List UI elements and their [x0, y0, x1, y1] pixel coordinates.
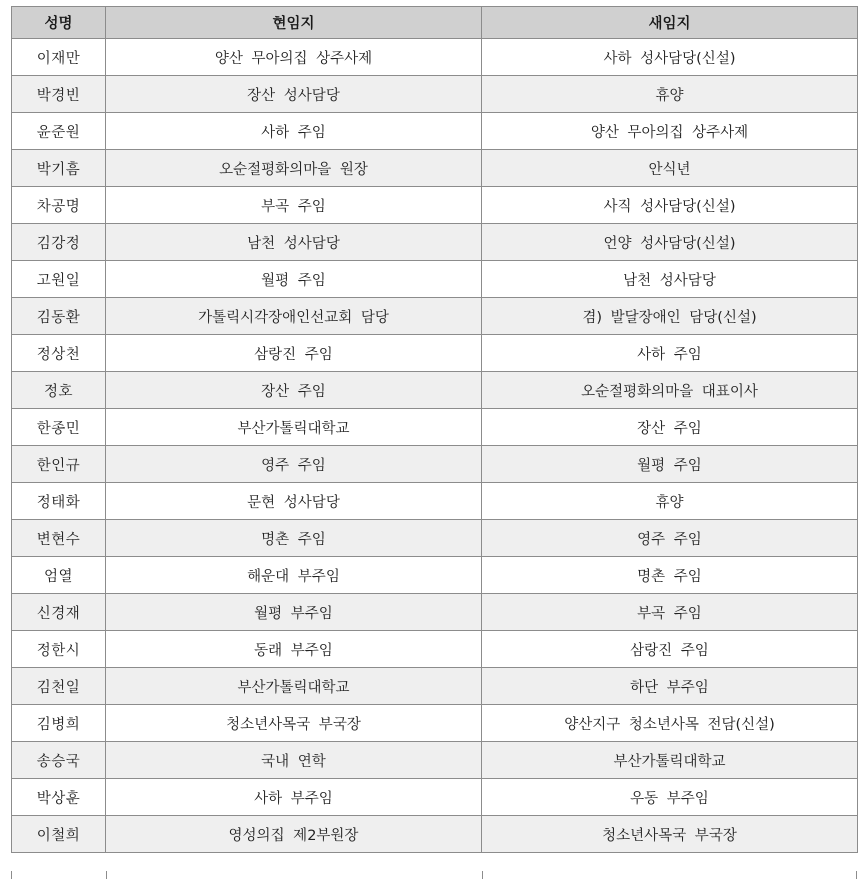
table-row — [12, 446, 858, 483]
cell-new-post: 겸) 발달장애인 담당(신설) — [482, 298, 858, 335]
cell-new-post: 장산 주임 — [482, 409, 858, 446]
cell-new-post: 부곡 주임 — [482, 594, 858, 631]
cell-new-post: 휴양 — [482, 76, 858, 113]
cell-new-post: 오순절평화의마을 대표이사 — [482, 372, 858, 409]
cell-current-post: 남천 성사담당 — [106, 224, 482, 261]
cell-new-post: 언양 성사담당(신설) — [482, 224, 858, 261]
cell-current-post: 영주 주임 — [106, 446, 482, 483]
cell-current-post: 문현 성사담당 — [106, 483, 482, 520]
table-row — [12, 261, 858, 298]
header-current-post: 현임지 — [106, 7, 482, 39]
cell-current-post: 월평 주임 — [106, 261, 482, 298]
table-row — [12, 298, 858, 335]
cell-current-post: 장산 주임 — [106, 372, 482, 409]
cell-current-post: 양산 무아의집 상주사제 — [106, 39, 482, 76]
cell-name: 정상천 — [12, 335, 106, 372]
cell-new-post: 부산가톨릭대학교 — [482, 742, 858, 779]
cell-current-post: 동래 부주임 — [106, 631, 482, 668]
cell-current-post: 사하 주임 — [106, 113, 482, 150]
table-row — [12, 76, 858, 113]
cell-current-post: 부산가톨릭대학교 — [106, 668, 482, 705]
cell-name: 이철희 — [12, 816, 106, 853]
table-row — [12, 631, 858, 668]
table-row — [12, 150, 858, 187]
cell-new-post: 영주 주임 — [482, 520, 858, 557]
cell-new-post: 양산지구 청소년사목 전담(신설) — [482, 705, 858, 742]
appointments-table — [11, 6, 858, 853]
cell-current-post: 청소년사목국 부국장 — [106, 705, 482, 742]
table-header-row — [12, 7, 858, 39]
table-row — [12, 372, 858, 409]
cell-new-post: 휴양 — [482, 483, 858, 520]
cell-new-post: 명촌 주임 — [482, 557, 858, 594]
cell-name: 한인규 — [12, 446, 106, 483]
cell-name: 고원일 — [12, 261, 106, 298]
header-new-post: 새임지 — [482, 7, 858, 39]
cell-name: 김천일 — [12, 668, 106, 705]
table-row — [12, 113, 858, 150]
cell-name: 신경재 — [12, 594, 106, 631]
cell-new-post: 사하 성사담당(신설) — [482, 39, 858, 76]
table-row — [12, 779, 858, 816]
cell-name: 한종민 — [12, 409, 106, 446]
cell-new-post: 사하 주임 — [482, 335, 858, 372]
cell-current-post: 사하 부주임 — [106, 779, 482, 816]
cell-new-post: 우동 부주임 — [482, 779, 858, 816]
table-row — [12, 187, 858, 224]
cell-new-post: 삼랑진 주임 — [482, 631, 858, 668]
cell-current-post: 부산가톨릭대학교 — [106, 409, 482, 446]
cell-name: 김동환 — [12, 298, 106, 335]
table-row — [12, 520, 858, 557]
table-body — [12, 39, 858, 853]
cell-current-post: 장산 성사담당 — [106, 76, 482, 113]
table-row — [12, 409, 858, 446]
cell-name: 엄열 — [12, 557, 106, 594]
cell-new-post: 남천 성사담당 — [482, 261, 858, 298]
table-row — [12, 742, 858, 779]
table-row — [12, 594, 858, 631]
table-row — [12, 557, 858, 594]
cell-name: 정한시 — [12, 631, 106, 668]
cell-name: 차공명 — [12, 187, 106, 224]
cell-current-post: 삼랑진 주임 — [106, 335, 482, 372]
cell-name: 이재만 — [12, 39, 106, 76]
table-row — [12, 816, 858, 853]
cell-current-post: 부곡 주임 — [106, 187, 482, 224]
header-name: 성명 — [12, 7, 106, 39]
cell-current-post: 국내 연학 — [106, 742, 482, 779]
cell-current-post: 영성의집 제2부원장 — [106, 816, 482, 853]
table-row — [12, 483, 858, 520]
cell-new-post: 양산 무아의집 상주사제 — [482, 113, 858, 150]
table-row — [12, 39, 858, 76]
table-row — [12, 668, 858, 705]
table-row — [12, 705, 858, 742]
cell-new-post: 안식년 — [482, 150, 858, 187]
cell-new-post: 월평 주임 — [482, 446, 858, 483]
cell-current-post: 가톨릭시각장애인선교회 담당 — [106, 298, 482, 335]
cell-name: 윤준원 — [12, 113, 106, 150]
cell-name: 박경빈 — [12, 76, 106, 113]
table-row — [12, 224, 858, 261]
cell-current-post: 월평 부주임 — [106, 594, 482, 631]
cell-name: 송승국 — [12, 742, 106, 779]
cell-new-post: 사직 성사담당(신설) — [482, 187, 858, 224]
cell-name: 박기흠 — [12, 150, 106, 187]
appointments-sheet — [11, 6, 857, 853]
cell-name: 김병희 — [12, 705, 106, 742]
cell-name: 변현수 — [12, 520, 106, 557]
cell-current-post: 명촌 주임 — [106, 520, 482, 557]
cell-name: 정태화 — [12, 483, 106, 520]
cell-name: 박상훈 — [12, 779, 106, 816]
cell-new-post: 하단 부주임 — [482, 668, 858, 705]
cell-name: 정호 — [12, 372, 106, 409]
cell-new-post: 청소년사목국 부국장 — [482, 816, 858, 853]
cell-current-post: 해운대 부주임 — [106, 557, 482, 594]
cell-current-post: 오순절평화의마을 원장 — [106, 150, 482, 187]
table-row — [12, 335, 858, 372]
cell-name: 김강정 — [12, 224, 106, 261]
